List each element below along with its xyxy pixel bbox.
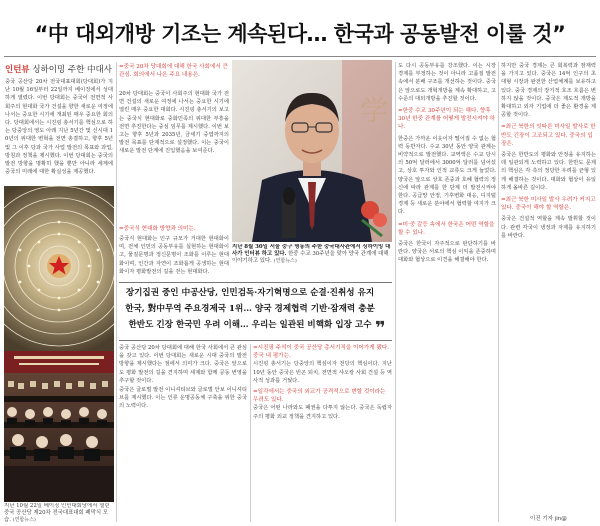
column-divider-3 xyxy=(395,62,396,522)
question-mid-1: =시진핑 주석이 중국 공산당 총서기직을 이어가게 됐다. 중국 내 평가는. xyxy=(253,345,390,360)
column-divider-mid xyxy=(250,344,251,522)
subheads-bottom-rule xyxy=(119,340,392,341)
question-2: =중국식 현대화 방향과 의미는. xyxy=(119,226,196,232)
column-3b-text: 한중은 가까운 이웃이자 떨어질 수 없는 협력 동반자다. 수교 30년 동안 양국 관계는 비약적으로 발전했다. 교역액은 수교 당시의 50억 달러에서 3000억 달러를 넘어섰고, 상호 투자와 인적 교류도 크게 늘었다. 양국은 앞으로 상호 존중과 호혜 협력의 정신에 따라 관계를 한 단계 더 발전시켜야 한다. 공급망 안정, 기후변화 대응, 디지털 경제 등 새로운 분야에서 협력할 여지가 크다. xyxy=(398,135,496,216)
column-2-text: 20차 당대회는 중국이 사회주의 현대화 국가 전면 건설의 새로운 여정에 나서는 중요한 시기에 열린 매우 중요한 대회다. 시진핑 총서기의 보고는 중국식 현대화로 중화민족의 위대한 부흥을 전면 추진한다는 중심 임무를 제시했다. 이번 보고는 향후 5년과 2035년, 금세기 중엽까지의 발전 목표를 단계적으로 설정했다. 이는 중국이 새로운 발전 단계에 진입했음을 보여준다. xyxy=(119,91,229,155)
subhead-2: 한국, 對中무역 주요경제국 1위… 양국 경제협력 기반·잠재력 충분 xyxy=(125,304,375,314)
column-3 xyxy=(398,62,496,522)
bottom-photo-caption: 지난 10월 22일 베이징 인민대회당에서 열린 중국 공산당 제20차 전국대표대회 폐막식 모습. (연합뉴스) xyxy=(4,503,110,523)
byline-label: 인턴뷰 xyxy=(5,65,30,75)
question-3: =한중 수교 30주년이 되는 해다. 향후 30년 한중 관계를 어떻게 발전시켜야 하나. xyxy=(398,108,496,131)
column-4-text: 하지만 중국 경제는 큰 회복력과 잠재력을 가지고 있다. 중국은 14억 인구의 초대형 시장과 완전한 산업체계를 보유하고 있다. 중국 경제의 장기적 호조 흐름은 변하지 않을 것이다. 중국은 제도적 개방을 확대하고 외자 기업에 더 좋은 환경을 제공할 것이다. xyxy=(501,63,596,119)
column-mid-1-text: 중국 공산당 20차 당대회에 대해 한국 사회에서 큰 관심을 갖고 있다. 이번 당대회는 새로운 시대 중국의 발전 방향을 제시했다는 점에서 의미가 크다. 중국은 앞으로도 평화 발전의 길을 견지하며 세계와 함께 공동 번영을 추구할 것이다. 중국은 글로벌 발전 이니셔티브와 글로벌 안보 이니셔티브를 제시했다. 이는 인류 운명공동체 구축을 위한 중국의 노력이다. xyxy=(119,345,247,410)
column-mid-2b-text: 중국은 어떤 나라와도 패권을 다투지 않는다. 중국은 독립자주의 평화 외교 정책을 견지하고 있다. xyxy=(253,405,392,420)
headline: “中 대외개방 기조는 계속된다… 한국과 공동발전 이룰 것” xyxy=(34,22,566,46)
quote-mark-icon: ❞ xyxy=(375,318,386,339)
column-4b-text: 중국은 한반도의 평화와 안정을 유지하는 데 일관되게 노력하고 있다. 한반도 문제의 핵심은 각 측의 정당한 우려를 균형 있게 해결하는 것이다. 대화와 협상이 유일하게 올바른 길이다. xyxy=(501,152,596,191)
column-3c-text: 중국은 한국이 자주적으로 판단하기를 바란다. 양국은 서로의 핵심 이익을 존중하며 대화와 협상으로 이견을 해결해야 한다. xyxy=(398,241,496,264)
subhead-3: 한반도 긴장 한국민 우려 이해… 우리는 일관된 비핵화 입장 고수 xyxy=(128,320,372,330)
congress-hall-photo xyxy=(4,186,114,502)
portrait-caption: 지난 8월 30일 서울 중구 명동의 주한 중국대사관에서 싱하이밍 대사가 인터뷰 하고 있다. 한중 수교 30주년을 맞아 양국 관계에 대해 이야기하고 있다. (연합뉴스) xyxy=(232,244,391,265)
column-mid-2-text: 시진핑 총서기는 당중앙의 핵심이자 전당의 핵심이다. 지난 10년 동안 중국은 빈곤 퇴치, 전면적 샤오캉 사회 건설 등 역사적 성과를 거뒀다. xyxy=(253,361,392,384)
question-mid-2: =일각에서는 중국의 외교가 공격적으로 변할 것이라는 우려도 있다. xyxy=(253,389,386,404)
subheads-top-rule xyxy=(119,282,392,283)
svg-text:学: 学 xyxy=(360,94,389,127)
column-divider-4 xyxy=(498,62,499,522)
reporter-signature: 이진 기자 jin@ xyxy=(530,516,567,522)
question-5: =최근 북한의 잇따른 미사일 발사로 한반도 긴장이 고조되고 있다. 중국의 입장은. xyxy=(501,124,596,147)
column-3-text: 도 다시 공동부유를 강조했다. 이는 시장 경제를 부정하는 것이 아니라 고품질 발전 속에서 분배 구조를 개선하는 것이다. 중국은 앞으로도 개혁개방을 계속 확대하고, 고수준의 대외개방을 추진할 것이다. xyxy=(398,63,496,102)
byline-author: 싱하이밍 주한 中대사 xyxy=(32,65,112,75)
column-4 xyxy=(501,62,596,514)
top-rule xyxy=(4,56,596,57)
column-4c-text: 중국은 건설적 역할을 계속 발휘할 것이다. 관련 각국이 냉정과 자제를 유지하기를 바란다. xyxy=(501,216,596,239)
ambassador-portrait-photo xyxy=(232,60,392,242)
column-1-text: 중국 공산당 20차 전국대표대회(당대회)가 지난 10월 16일부터 22일까지 베이징에서 성대하게 열렸다. 이번 당대회는 중국이 전면적 사회주의 현대화 국가 건설을 향한 새로운 여정에 나서는 중요한 시기에 개최된 매우 중요한 회의다. 당대회에서는 시진핑 총서기를 핵심으로 하는 당중앙의 영도 아래 지난 5년간 및 신시대 10년의 위대한 변혁을 전면 총결하고, 향후 5년 및 그 이후 당과 국가 사업 발전의 목표와 과업, 방침과 정책을 제시했다. 이번 당대회는 중국의 발전 방향을 명확히 했을 뿐만 아니라 세계에 중국의 미래에 대한 확실성을 제공했다. xyxy=(5,79,113,176)
subheads-block xyxy=(119,285,381,333)
column-divider xyxy=(116,62,117,522)
subhead-1: 장기집권 중인 中공산당, 인민검독·자기혁명으로 순결·진취성 유지 xyxy=(125,288,375,298)
byline xyxy=(5,63,115,75)
column-mid-2 xyxy=(253,344,392,522)
question-1: =중국 20차 당대회에 대해 한국 사회에서 큰 관심. 회의에서 나온 주요 내용은. xyxy=(119,64,228,79)
question-4: =미·중 갈등 속에서 한국은 어떤 역할을 할 수 있나. xyxy=(398,221,495,236)
question-6: =최근 북한 미사일 발사 우려가 커지고 있다. 중국이 해야 할 역할은. xyxy=(501,197,596,212)
column-2b-text: 중국식 현대화는 인구 규모가 거대한 현대화이며, 전체 인민의 공동부유를 실현하는 현대화이고, 물질문명과 정신문명이 조화를 이루는 현대화이며, 인간과 자연이 조화롭게 공생하는 현대화이자 평화발전의 길을 걷는 현대화다. xyxy=(119,236,229,275)
